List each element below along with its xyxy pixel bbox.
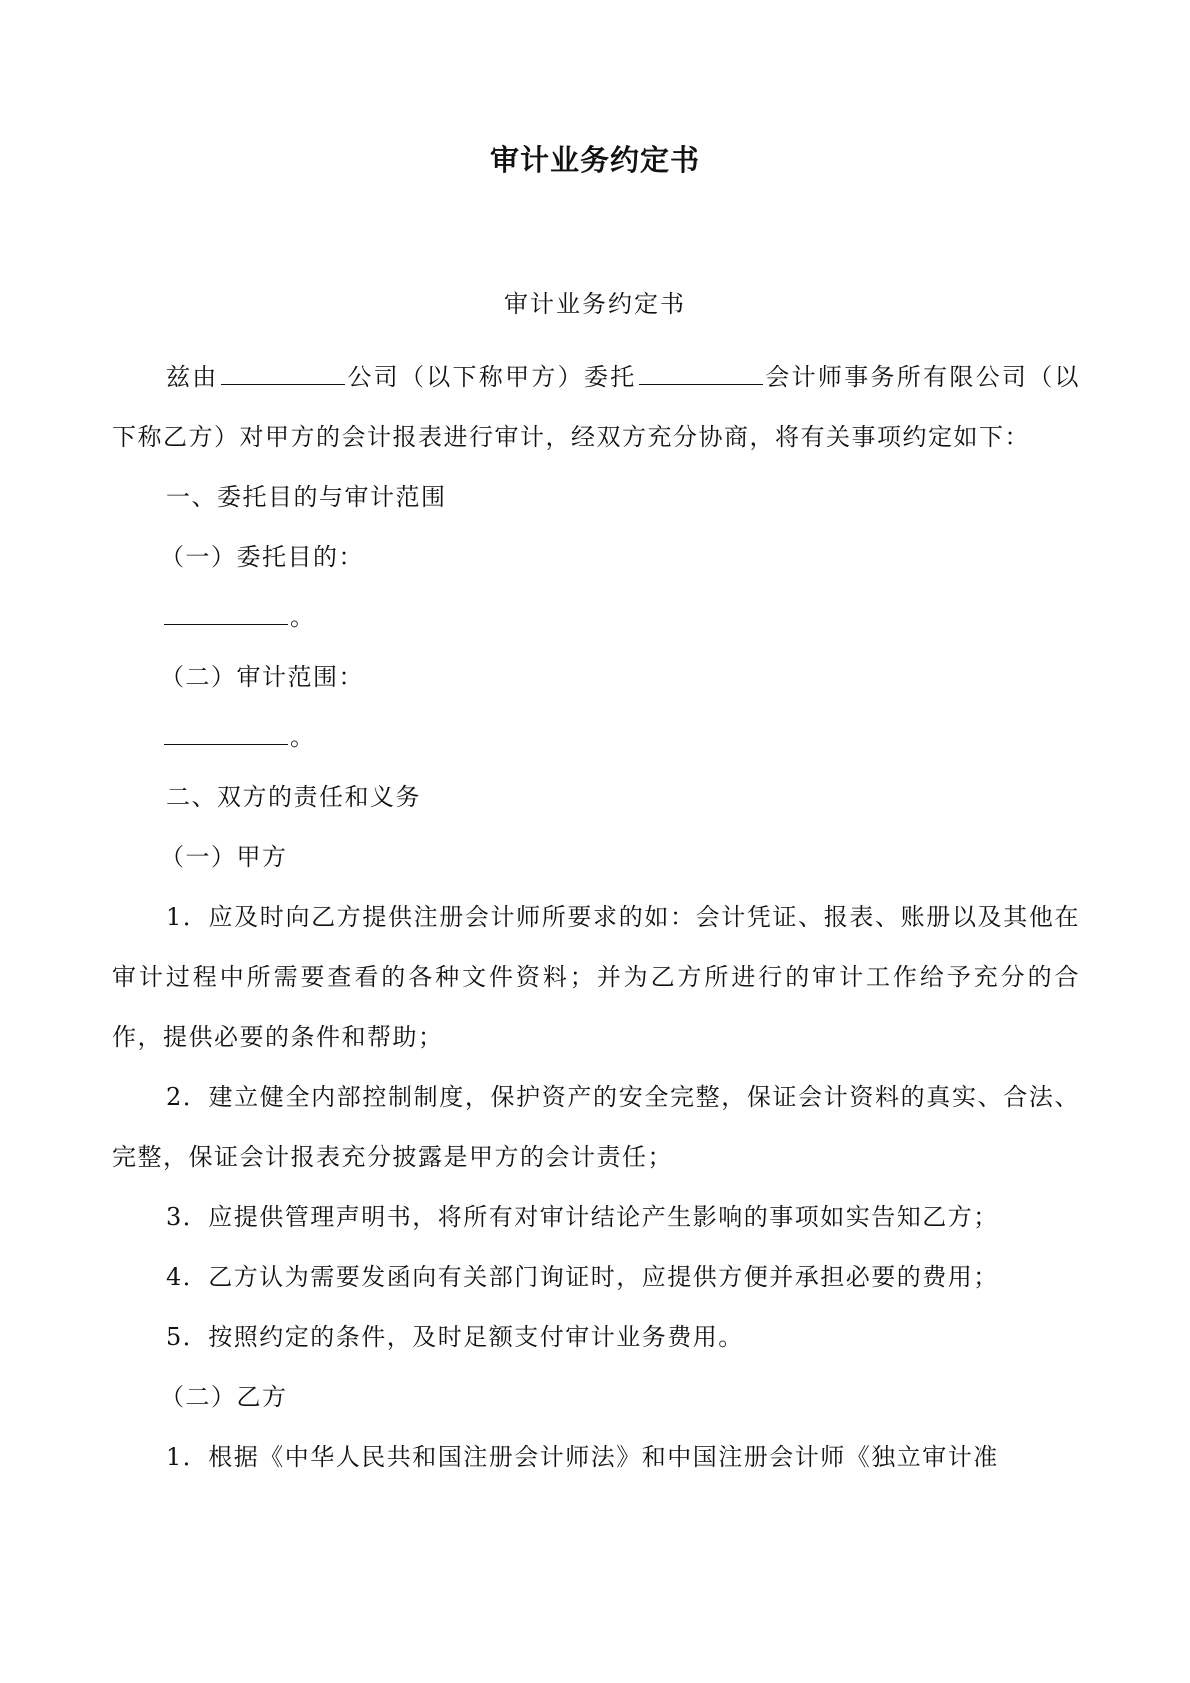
blank-line-purpose	[164, 602, 288, 625]
scope-blank-line	[112, 707, 1080, 767]
party-a-item-1: 1．应及时向乙方提供注册会计师所要求的如：会计凭证、报表、账册以及其他在审计过程中所需要查看的各种文件资料；并为乙方所进行的审计工作给予充分的合作，提供必要的条件和帮助；	[112, 903, 1080, 1051]
party-a-item-3: 3．应提供管理声明书，将所有对审计结论产生影响的事项如实告知乙方；	[166, 1203, 999, 1231]
party-a-item-2: 2．建立健全内部控制制度，保护资产的安全完整，保证会计资料的真实、合法、完整，保证会计报表充分披露是甲方的会计责任；	[112, 1083, 1080, 1171]
section-heading-1: 一、委托目的与审计范围	[166, 483, 447, 511]
section-heading-2: 二、双方的责任和义务	[166, 783, 421, 811]
blank-line-scope	[164, 722, 288, 745]
party-a-item-4: 4．乙方认为需要发函向有关部门询证时，应提供方便并承担必要的费用；	[166, 1263, 999, 1291]
intro-paragraph	[112, 347, 1080, 467]
blank-line-party-b	[639, 362, 763, 385]
intro-text-2: 公司（以下称甲方）委托	[346, 363, 637, 391]
party-b-item-1: 1．根据《中华人民共和国注册会计师法》和中国注册会计师《独立审计准	[166, 1443, 999, 1471]
scope-end: 。	[290, 723, 316, 751]
subsection-party-b: （二）乙方	[160, 1383, 288, 1411]
document-subtitle: 审计业务约定书	[504, 290, 686, 318]
intro-text-1: 兹由	[166, 363, 219, 391]
intro-text-3: 会计师事务所有限公司（以下称乙方）对甲方的会计报表进行审计，经双方充分协商，将有关事项约定如下：	[112, 363, 1081, 451]
document-body	[112, 347, 1080, 1487]
subsection-purpose: （一）委托目的：	[160, 543, 364, 571]
document-title: 审计业务约定书	[489, 143, 700, 177]
purpose-end: 。	[290, 603, 316, 631]
blank-line-party-a	[221, 362, 345, 385]
purpose-blank-line	[112, 587, 1080, 647]
subsection-party-a: （一）甲方	[160, 843, 288, 871]
party-a-item-5: 5．按照约定的条件，及时足额支付审计业务费用。	[166, 1323, 744, 1351]
subsection-scope: （二）审计范围：	[160, 663, 364, 691]
